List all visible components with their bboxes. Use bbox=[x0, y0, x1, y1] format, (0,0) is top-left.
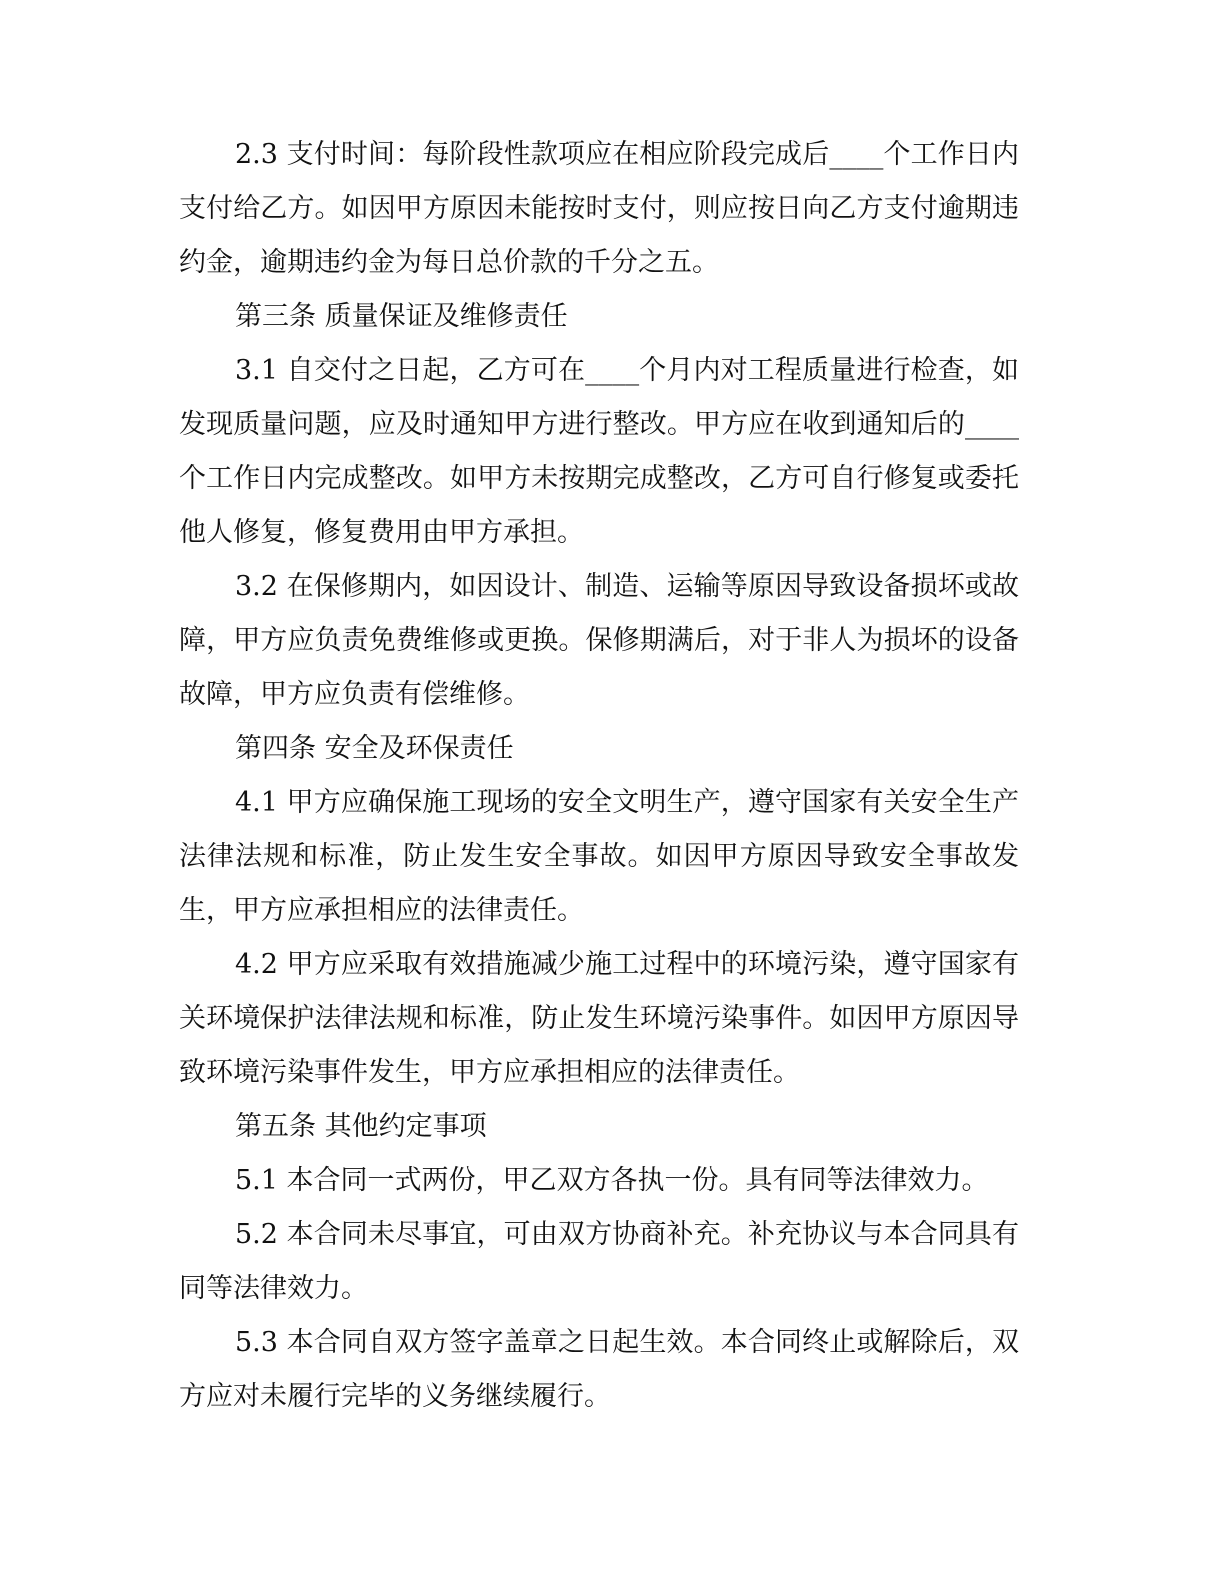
clause-4-1-paragraph: 4.1 甲方应确保施工现场的安全文明生产，遵守国家有关安全生产法律法规和标准，防止发生安全事故。如因甲方原因导致安全事故发生，甲方应承担相应的法律责任。 bbox=[179, 787, 1019, 926]
clause-3-1-paragraph: 3.1 自交付之日起，乙方可在____个月内对工程质量进行检查，如发现质量问题，应及时通知甲方进行整改。甲方应在收到通知后的____个工作日内完成整改。如甲方未按期完成整改，乙方可自行修复或委托他人修复，修复费用由甲方承担。 bbox=[179, 355, 1019, 548]
clause-3-2-paragraph: 3.2 在保修期内，如因设计、制造、运输等原因导致设备损坏或故障，甲方应负责免费维修或更换。保修期满后，对于非人为损坏的设备故障，甲方应负责有偿维修。 bbox=[179, 571, 1019, 710]
document-body bbox=[179, 128, 1019, 1424]
clause-2-3-paragraph: 2.3 支付时间：每阶段性款项应在相应阶段完成后____个工作日内支付给乙方。如因甲方原因未能按时支付，则应按日向乙方支付逾期违约金，逾期违约金为每日总价款的千分之五。 bbox=[179, 139, 1019, 278]
article-4-heading: 第四条 安全及环保责任 bbox=[235, 733, 514, 764]
article-5-heading: 第五条 其他约定事项 bbox=[235, 1111, 487, 1142]
article-3-heading: 第三条 质量保证及维修责任 bbox=[235, 301, 568, 332]
clause-4-2-paragraph: 4.2 甲方应采取有效措施减少施工过程中的环境污染，遵守国家有关环境保护法律法规和标准，防止发生环境污染事件。如因甲方原因导致环境污染事件发生，甲方应承担相应的法律责任。 bbox=[179, 949, 1019, 1088]
clause-5-2-paragraph: 5.2 本合同未尽事宜，可由双方协商补充。补充协议与本合同具有同等法律效力。 bbox=[179, 1219, 1019, 1304]
clause-5-1-paragraph: 5.1 本合同一式两份，甲乙双方各执一份。具有同等法律效力。 bbox=[235, 1165, 989, 1196]
clause-5-3-paragraph: 5.3 本合同自双方签字盖章之日起生效。本合同终止或解除后，双方应对未履行完毕的义务继续履行。 bbox=[179, 1327, 1019, 1412]
